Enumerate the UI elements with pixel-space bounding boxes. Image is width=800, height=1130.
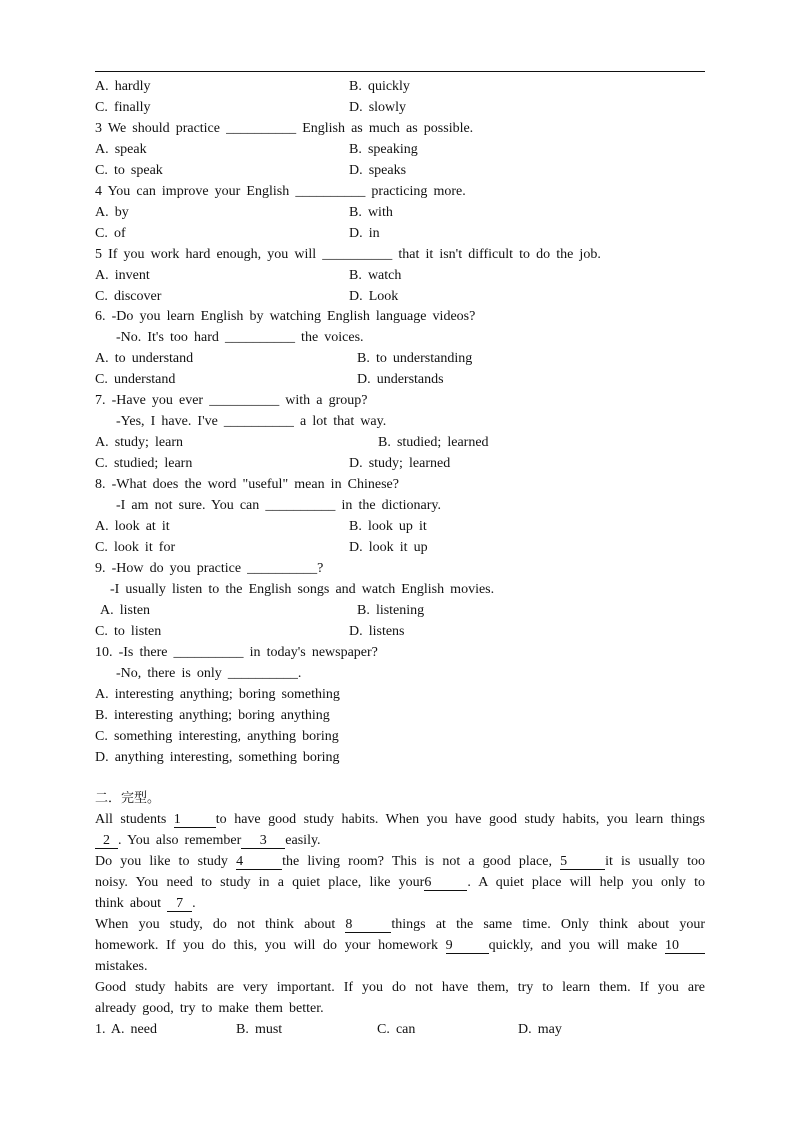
passage-text: . A quiet place will help you only to: [467, 875, 705, 891]
passage-line: [95, 936, 705, 957]
question-8-stem: 8. -What does the word "useful" mean in Chinese?: [95, 477, 399, 493]
option-a: A. hardly: [95, 79, 151, 94]
option-b: B. must: [236, 1021, 283, 1037]
options-row: [95, 203, 705, 224]
options-row: [95, 266, 705, 287]
options-row: [95, 622, 705, 643]
options-row: [95, 98, 705, 119]
option-a: A. listen: [100, 602, 151, 618]
passage-text: . You also remember: [118, 833, 242, 849]
passage-line: [95, 957, 705, 978]
option-d: D. slowly: [349, 99, 407, 115]
passage-text: easily.: [285, 833, 321, 849]
question-8-reply: -I am not sure. You can __________ in the dictionary.: [116, 498, 442, 514]
option-b: B. watch: [349, 267, 402, 283]
passage-text: quickly, and you will make: [488, 938, 665, 954]
question-3-stem: 3 We should practice __________ English as much as possible.: [95, 120, 474, 136]
option-b: B. with: [349, 204, 393, 220]
passage-line: [95, 873, 705, 894]
blank-2: 2: [95, 834, 118, 849]
option-b: B. studied; learned: [378, 435, 489, 451]
question-7-reply: -Yes, I have. I've __________ a lot that way.: [116, 414, 387, 430]
options-row: [95, 140, 705, 161]
option-d: D. anything interesting, something boring: [95, 749, 340, 765]
option-d: D. in: [349, 225, 380, 241]
question-10-stem: 10. -Is there __________ in today's newspaper?: [95, 644, 378, 660]
passage-text: noisy. You need to study in a quiet place, like your: [95, 875, 425, 891]
option-d: D. study; learned: [349, 456, 451, 472]
passage-text: homework. If you do this, you will do your homework: [95, 938, 446, 954]
option-b: B. speaking: [349, 141, 418, 157]
top-rule: [95, 71, 705, 72]
option-c: C. something interesting, anything boring: [95, 728, 339, 744]
cloze-question-1-options: [95, 1020, 705, 1041]
option-b: B. look up it: [349, 519, 427, 535]
option-a: 1. A. need: [95, 1021, 157, 1037]
passage-text: already good, try to make them better.: [95, 1000, 324, 1016]
options-row: [95, 161, 705, 182]
passage-line: [95, 810, 705, 831]
blank-3: 3: [241, 834, 285, 849]
option-c: C. studied; learn: [95, 456, 193, 472]
option-c: C. finally: [95, 99, 151, 115]
blank-10: 10: [665, 939, 705, 954]
option-d: D. speaks: [349, 162, 407, 178]
passage-text: All students: [95, 812, 174, 828]
blank-4: 4: [236, 855, 282, 870]
question-6-reply: -No. It's too hard __________ the voices.: [116, 330, 364, 346]
passage-text: the living room? This is not a good place,: [282, 854, 561, 870]
question-5-stem: 5 If you work hard enough, you will __________ that it isn't difficult to do the job.: [95, 246, 601, 262]
options-row: [95, 287, 705, 308]
option-a: A. interesting anything; boring something: [95, 686, 340, 702]
passage-text: things at the same time. Only think about your: [391, 917, 705, 933]
options-row: [95, 601, 705, 622]
blank-9: 9: [446, 939, 489, 954]
option-a: A. to understand: [95, 351, 194, 367]
question-9-reply: -I usually listen to the English songs and watch English movies.: [110, 581, 495, 597]
passage-text: .: [192, 896, 196, 912]
passage-line: [95, 831, 705, 852]
blank-1: 1: [174, 813, 216, 828]
option-a: A. study; learn: [95, 435, 184, 451]
option-d: D. Look: [349, 288, 399, 304]
passage-text: think about: [95, 896, 168, 912]
option-c: C. look it for: [95, 539, 176, 555]
passage-text: mistakes.: [95, 959, 148, 975]
passage-text: When you study, do not think about: [95, 917, 346, 933]
option-c: C. to speak: [95, 162, 163, 178]
passage-line: [95, 999, 705, 1020]
options-row: [95, 538, 705, 559]
option-b: B. to understanding: [357, 351, 473, 367]
passage-line: [95, 852, 705, 873]
option-c: C. to listen: [95, 623, 162, 639]
passage-line: [95, 894, 705, 915]
options-row: [95, 77, 705, 98]
option-c: C. can: [377, 1021, 416, 1037]
blank-7: 7: [167, 897, 192, 912]
option-b: B. interesting anything; boring anything: [95, 707, 330, 723]
passage-text: it is usually too: [605, 854, 705, 870]
options-row: [95, 370, 705, 391]
passage-text: to have good study habits. When you have good study habits, you learn things: [215, 812, 706, 828]
passage-text: Do you like to study: [95, 854, 237, 870]
blank-6: 6: [424, 876, 467, 891]
option-a: A. invent: [95, 267, 150, 283]
blank-5: 5: [560, 855, 605, 870]
option-b: B. quickly: [349, 79, 410, 94]
option-a: A. by: [95, 204, 129, 220]
passage-line: [95, 915, 705, 936]
options-row: [95, 224, 705, 245]
option-d: D. listens: [349, 623, 405, 639]
section-heading: 二．完型。: [95, 791, 161, 807]
passage-line: [95, 978, 705, 999]
option-d: D. understands: [357, 372, 444, 388]
question-9-stem: 9. -How do you practice __________?: [95, 560, 324, 576]
option-d: D. look it up: [349, 539, 428, 555]
option-c: C. understand: [95, 372, 176, 388]
option-a: A. look at it: [95, 519, 170, 535]
passage-text: Good study habits are very important. If you do not have them, try to learn them. If you are: [95, 979, 705, 995]
question-7-stem: 7. -Have you ever __________ with a group?: [95, 393, 368, 409]
options-row: [95, 349, 705, 370]
worksheet-content: [95, 77, 705, 1041]
options-row: [95, 454, 705, 475]
option-d: D. may: [518, 1021, 562, 1037]
spacer: [95, 768, 705, 789]
blank-8: 8: [345, 918, 391, 933]
option-b: B. listening: [357, 602, 425, 618]
question-4-stem: 4 You can improve your English __________ practicing more.: [95, 183, 466, 199]
option-c: C. of: [95, 225, 126, 241]
options-row: [95, 433, 705, 454]
options-row: [95, 517, 705, 538]
question-6-stem: 6. -Do you learn English by watching English language videos?: [95, 309, 476, 325]
question-10-reply: -No, there is only __________.: [116, 665, 302, 681]
option-a: A. speak: [95, 141, 147, 157]
option-c: C. discover: [95, 288, 162, 304]
